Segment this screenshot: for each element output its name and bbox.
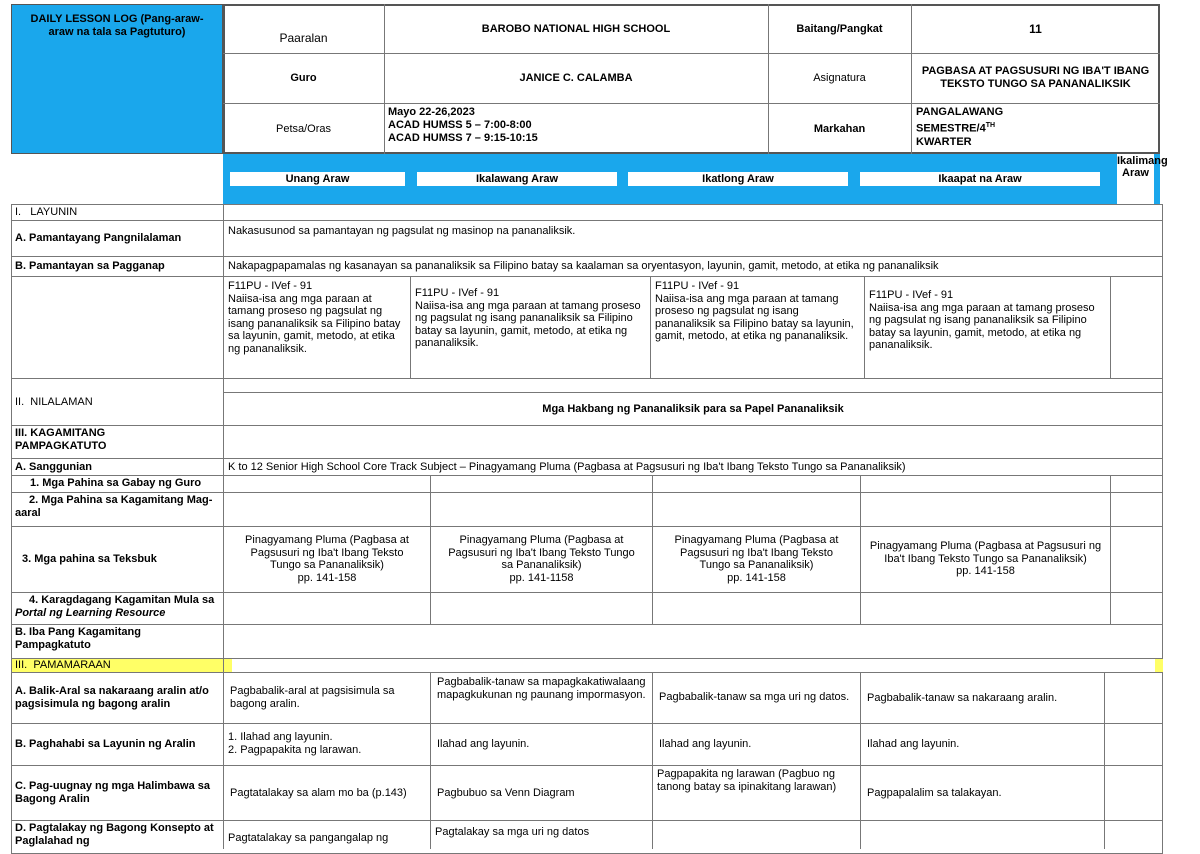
pamamaraan-highlight-right bbox=[1155, 659, 1163, 672]
pagtalakay-label: D. Pagtalakay ng Bagong Konsepto at Paglalahad ng bbox=[15, 822, 214, 847]
doc-title-box bbox=[11, 4, 223, 154]
pamantayang-label: A. Pamantayang Pangnilalaman bbox=[15, 232, 182, 244]
layunin-label: I. LAYUNIN bbox=[15, 206, 78, 218]
day-header-1: Unang Araw bbox=[230, 172, 405, 186]
paghahabi-day-3: Ilahad ang layunin. bbox=[659, 738, 752, 750]
asignatura-value: PAGBASA AT PAGSUSURI NG IBA'T IBANG TEKSTO TUNGO SA PANANALIKSIK bbox=[921, 65, 1150, 90]
markahan-line-1: PANGALAWANG bbox=[916, 106, 1004, 118]
pag-uugnay-day-4: Pagpapalalim sa talakayan. bbox=[867, 786, 1002, 799]
petsa-class-2: ACAD HUMSS 7 – 9:15-10:15 bbox=[388, 132, 538, 144]
guro-value: JANICE C. CALAMBA bbox=[519, 72, 633, 84]
karagdagang-label: 4. Karagdagang Kagamitan Mula sa Portal ng Learning Resource bbox=[15, 594, 215, 619]
day-header-2: Ikalawang Araw bbox=[417, 172, 617, 186]
paghahabi-day-2: Ilahad ang layunin. bbox=[437, 738, 530, 750]
gabay-label: 1. Mga Pahina sa Gabay ng Guro bbox=[30, 477, 202, 489]
balik-aral-day-4: Pagbabalik-tanaw sa nakaraang aralin. bbox=[867, 691, 1058, 704]
paghahabi-day-4: Ilahad ang layunin. bbox=[867, 738, 960, 750]
iba-pang-label: B. Iba Pang Kagamitang Pampagkatuto bbox=[15, 626, 141, 651]
baitang-label: Baitang/Pangkat bbox=[796, 22, 883, 35]
kagamitan-label: III. KAGAMITANG PAMPAGKATUTO bbox=[15, 427, 107, 452]
paaralan-value: BAROBO NATIONAL HIGH SCHOOL bbox=[481, 22, 671, 35]
competency-day-2: F11PU - IVef - 91 Naiisa-isa ang mga paraan at tamang proseso ng pagsulat ng isang pananaliksik sa Filipino batay sa layunin, gamit, metodo, at etika ng pananaliksik. bbox=[415, 287, 641, 349]
paaralan-label: Paaralan bbox=[279, 30, 328, 45]
pamamaraan-label: III. PAMAMARAAN bbox=[15, 659, 111, 671]
doc-title: DAILY LESSON LOG (Pang-araw-araw na tala sa Pagtuturo) bbox=[30, 13, 204, 38]
pamantayang-value: Nakasusunod sa pamantayan ng pagsulat ng masinop na pananaliksik. bbox=[228, 225, 576, 237]
teksbuk-day-1: Pinagyamang Pluma (Pagbasa at Pagsusuri ng Iba't Ibang Teksto Tungo sa Pananaliksik) pp. 141-158 bbox=[245, 534, 409, 584]
competency-day-3: F11PU - IVef - 91 Naiisa-isa ang mga paraan at tamang proseso ng pagsulat ng isang pananaliksik sa Filipino batay sa layunin, gamit, metodo, at etika ng pananaliksik. bbox=[655, 280, 854, 342]
teksbuk-day-4: Pinagyamang Pluma (Pagbasa at Pagsusuri ng Iba't Ibang Teksto Tungo sa Pananaliksik) pp. 141-158 bbox=[869, 540, 1102, 578]
sanggunian-label: A. Sanggunian bbox=[15, 460, 92, 473]
markahan-value bbox=[916, 106, 1156, 149]
paghahabi-day-1: 1. Ilahad ang layunin. 2. Pagpapakita ng larawan. bbox=[228, 731, 362, 756]
petsa-date: Mayo 22-26,2023 bbox=[388, 106, 475, 118]
petsa-value bbox=[388, 106, 766, 145]
pamamaraan-highlight-left bbox=[224, 659, 232, 672]
paghahabi-label: B. Paghahabi sa Layunin ng Aralin bbox=[15, 738, 196, 750]
baitang-value: 11 bbox=[1029, 21, 1042, 36]
pagganap-value: Nakapagpapamalas ng kasanayan sa pananaliksik sa Filipino batay sa kaalaman sa oryentasyon, layunin, gamit, metodo, at etika ng pananaliksik bbox=[228, 260, 939, 272]
markahan-label: Markahan bbox=[813, 122, 866, 135]
guro-label: Guro bbox=[290, 72, 317, 84]
teksbuk-day-2: Pinagyamang Pluma (Pagbasa at Pagsusuri ng Iba't Ibang Teksto Tungo sa Pananaliksik) pp. 141-1158 bbox=[448, 534, 635, 584]
petsa-label: Petsa/Oras bbox=[275, 122, 332, 135]
markahan-line-2: SEMESTRE/4TH bbox=[916, 122, 996, 135]
day-header-4: Ikaapat na Araw bbox=[860, 172, 1100, 186]
pag-uugnay-day-2: Pagbubuo sa Venn Diagram bbox=[437, 786, 575, 799]
balik-aral-label: A. Balik-Aral sa nakaraang aralin at/o pagsisimula ng bagong aralin bbox=[15, 684, 209, 710]
pag-uugnay-day-1: Pagtatalakay sa alam mo ba (p.143) bbox=[230, 786, 407, 799]
petsa-class-1: ACAD HUMSS 5 – 7:00-8:00 bbox=[388, 119, 532, 131]
balik-aral-day-3: Pagbabalik-tanaw sa mga uri ng datos. bbox=[659, 691, 850, 703]
nilalaman-label: II. NILALAMAN bbox=[15, 395, 93, 408]
competency-day-4: F11PU - IVef - 91 Naiisa-isa ang mga paraan at tamang proseso ng pagsulat ng isang pananaliksik sa Filipino batay sa layunin, gamit, metodo, at etika ng pananaliksik. bbox=[869, 289, 1095, 351]
kagamitang-label: 2. Mga Pahina sa Kagamitang Mag-aaral bbox=[15, 494, 213, 519]
balik-aral-day-2: Pagbabalik-tanaw sa mapagkakatiwalaang mapagkukunan ng paunang impormasyon. bbox=[437, 676, 646, 701]
sanggunian-value: K to 12 Senior High School Core Track Subject – Pinagyamang Pluma (Pagbasa at Pagsusuri ng Iba't Ibang Teksto Tungo sa Pananaliksik) bbox=[228, 460, 906, 473]
nilalaman-value: Mga Hakbang ng Pananaliksik para sa Papel Pananaliksik bbox=[542, 403, 844, 415]
pag-uugnay-label: C. Pag-uugnay ng mga Halimbawa sa Bagong Aralin bbox=[15, 779, 210, 805]
teksbuk-label: 3. Mga pahina sa Teksbuk bbox=[22, 553, 157, 565]
pagganap-label: B. Pamantayan sa Pagganap bbox=[15, 260, 165, 272]
markahan-line-3: KWARTER bbox=[916, 135, 972, 148]
pag-uugnay-day-3: Pagpapakita ng larawan (Pagbuo ng tanong batay sa ipinakitang larawan) bbox=[657, 768, 837, 793]
day-header-3: Ikatlong Araw bbox=[628, 172, 848, 186]
balik-aral-day-1: Pagbabalik-aral at pagsisimula sa bagong aralin. bbox=[230, 684, 395, 710]
asignatura-label: Asignatura bbox=[813, 72, 866, 84]
day-header-5: Ikalimang Araw bbox=[1117, 154, 1154, 204]
competency-day-1: F11PU - IVef - 91 Naiisa-isa ang mga paraan at tamang proseso ng pagsulat ng isang pananaliksik sa Filipino batay sa layunin, gamit, metodo, at etika ng pananaliksik. bbox=[228, 280, 401, 355]
teksbuk-day-3: Pinagyamang Pluma (Pagbasa at Pagsusuri ng Iba't Ibang Teksto Tungo sa Pananaliksik) pp. 141-158 bbox=[674, 534, 839, 584]
pagtalakay-day-2: Pagtalakay sa mga uri ng datos bbox=[435, 826, 590, 838]
pagtalakay-day-1: Pagtatalakay sa pangangalap ng bbox=[228, 832, 389, 844]
